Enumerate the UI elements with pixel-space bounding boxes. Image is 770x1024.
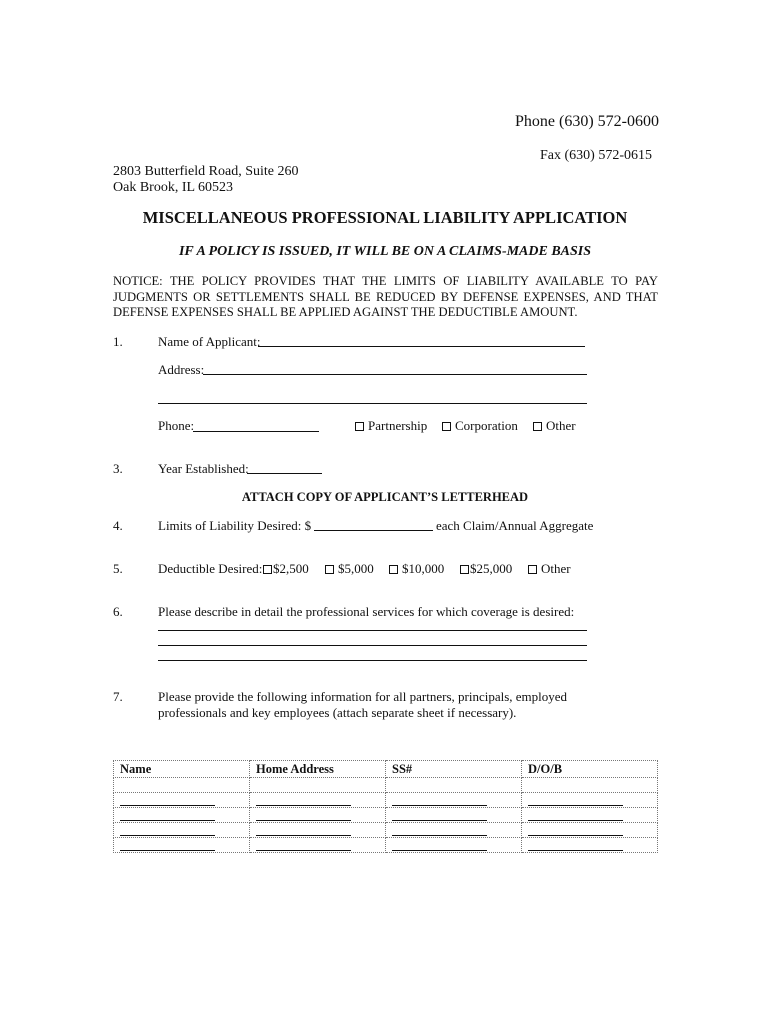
question-3-number: 3. [113,461,123,476]
deductible-option-2500[interactable] [263,561,309,577]
deductible-2500-label: $2,500 [273,561,309,576]
partnership-label: Partnership [368,418,428,433]
dob-input-cell[interactable] [522,808,658,823]
claims-made-subtitle: IF A POLICY IS ISSUED, IT WILL BE ON A CLAIMS-MADE BASIS [178,244,592,259]
applicant-name-field[interactable] [258,346,585,347]
table-cell [522,778,658,793]
ssn-blank-line[interactable] [392,840,487,851]
services-field-line-2[interactable] [158,645,587,646]
deductible-option-25000[interactable] [460,561,512,577]
year-established-field[interactable] [247,473,322,474]
deductible-other-checkbox[interactable] [528,565,537,574]
year-established-label: Year Established: [158,461,249,476]
limits-label: Limits of Liability Desired: $ [158,518,312,533]
notice-paragraph [113,274,658,321]
people-instructions-line-2: professionals and key employees (attach separate sheet if necessary). [158,705,517,720]
question-5-number: 5. [113,561,123,576]
name-input-cell[interactable] [114,838,250,853]
dob-input-cell[interactable] [522,793,658,808]
question-4-number: 4. [113,518,123,533]
name-input-cell[interactable] [114,823,250,838]
deductible-2500-checkbox[interactable] [263,565,272,574]
home-address-input-cell[interactable] [250,838,386,853]
corporation-checkbox[interactable] [442,422,451,431]
deductible-5000-label: $5,000 [338,561,374,576]
limits-suffix: each Claim/Annual Aggregate [436,518,594,533]
ssn-blank-line[interactable] [392,825,487,836]
deductible-label: Deductible Desired: [158,561,263,576]
ssn-blank-line[interactable] [392,810,487,821]
deductible-option-5000[interactable] [325,561,374,577]
column-header-dob: D/O/B [522,761,658,778]
partnership-checkbox[interactable] [355,422,364,431]
address-line-1: 2803 Butterfield Road, Suite 260 [113,164,299,179]
table-cell [386,778,522,793]
dob-blank-line[interactable] [528,795,623,806]
table-row [114,808,658,823]
services-field-line-1[interactable] [158,630,587,631]
fax-number: Fax (630) 572-0615 [540,148,652,163]
table-cell [250,778,386,793]
home-address-input-cell[interactable] [250,793,386,808]
other-entity-option[interactable] [533,418,576,434]
other-entity-label: Other [546,418,576,433]
name-input-cell[interactable] [114,793,250,808]
phone-label: Phone: [158,418,195,433]
ssn-input-cell[interactable] [386,793,522,808]
deductible-25000-checkbox[interactable] [460,565,469,574]
home-address-input-cell[interactable] [250,808,386,823]
table-row [114,778,658,793]
notice-line-1: NOTICE: THE POLICY PROVIDES THAT THE LIMITS OF LIABILITY AVAILABLE TO PAY [113,274,658,288]
table-row [114,823,658,838]
column-header-name: Name [114,761,250,778]
services-label: Please describe in detail the professional services for which coverage is desired: [158,604,575,619]
notice-line-2: JUDGMENTS OR SETTLEMENTS SHALL BE REDUCED BY DEFENSE EXPENSES, AND THAT [113,289,658,304]
deductible-25000-label: $25,000 [470,561,513,576]
question-1-number: 1. [113,334,123,349]
question-7-number: 7. [113,689,123,704]
page-title: MISCELLANEOUS PROFESSIONAL LIABILITY APPLICATION [142,208,628,227]
people-instructions-line-1: Please provide the following information for all partners, principals, employed [158,689,568,704]
dob-blank-line[interactable] [528,840,623,851]
corporation-label: Corporation [455,418,518,433]
services-field-line-3[interactable] [158,660,587,661]
address-field[interactable] [203,374,587,375]
ssn-input-cell[interactable] [386,808,522,823]
deductible-5000-checkbox[interactable] [325,565,334,574]
name-blank-line[interactable] [120,840,215,851]
people-table [113,760,658,853]
phone-field[interactable] [193,431,319,432]
question-6-number: 6. [113,604,123,619]
deductible-10000-label: $10,000 [402,561,445,576]
name-blank-line[interactable] [120,810,215,821]
ssn-input-cell[interactable] [386,838,522,853]
deductible-other-label: Other [541,561,571,576]
people-table-header [114,761,658,778]
other-entity-checkbox[interactable] [533,422,542,431]
column-header-ssn: SS# [386,761,522,778]
dob-blank-line[interactable] [528,825,623,836]
dob-input-cell[interactable] [522,823,658,838]
phone-number: Phone (630) 572-0600 [515,113,659,130]
ssn-blank-line[interactable] [392,795,487,806]
home-address-blank-line[interactable] [256,825,351,836]
home-address-blank-line[interactable] [256,795,351,806]
column-header-home-address: Home Address [250,761,386,778]
home-address-blank-line[interactable] [256,810,351,821]
ssn-input-cell[interactable] [386,823,522,838]
deductible-option-other[interactable] [528,561,571,577]
address-label: Address: [158,362,205,377]
table-cell [114,778,250,793]
deductible-10000-checkbox[interactable] [389,565,398,574]
table-row [114,793,658,808]
corporation-option[interactable] [442,418,518,434]
dob-input-cell[interactable] [522,838,658,853]
attach-letterhead-note: ATTACH COPY OF APPLICANT’S LETTERHEAD [241,490,529,504]
applicant-name-label: Name of Applicant: [158,334,261,349]
partnership-option[interactable] [355,418,427,434]
home-address-input-cell[interactable] [250,823,386,838]
dob-blank-line[interactable] [528,810,623,821]
limits-field[interactable] [314,530,433,531]
name-blank-line[interactable] [120,795,215,806]
name-blank-line[interactable] [120,825,215,836]
notice-line-3: DEFENSE EXPENSES SHALL BE APPLIED AGAINST THE DEDUCTIBLE AMOUNT. [113,305,578,319]
name-input-cell[interactable] [114,808,250,823]
table-row [114,838,658,853]
home-address-blank-line[interactable] [256,840,351,851]
deductible-option-10000[interactable] [389,561,444,577]
address-line-2: Oak Brook, IL 60523 [113,180,234,195]
address-field-line-2[interactable] [158,403,587,404]
